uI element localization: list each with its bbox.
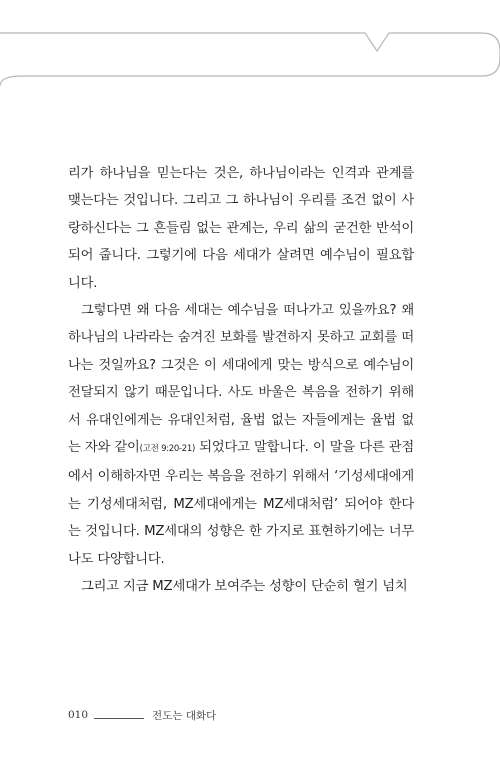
page-footer [68,707,216,723]
body-paragraph [68,297,414,573]
paragraph-text: 리가 하나님을 믿는다는 것은, 하나님이라는 인격과 관계를 맺는다는 것입니다. 그리고 그 하나님이 우리를 조건 없이 사랑하신다는 그 흔들림 없는 관계는, 우리 삶의 굳건한 반석이 되어 줍니다. 그렇기에 다음 세대가 살려면 예수님이 필요합니다. [68,166,414,291]
body-paragraph [68,160,414,297]
body-paragraph [68,573,414,600]
footer-divider-line [94,718,144,719]
scripture-reference: (고전 9:20-21) [139,444,195,455]
body-text [68,160,414,601]
speech-bubble-outline [0,33,500,86]
top-decoration-frame [0,0,500,100]
book-title: 전도는 대화다 [152,709,217,722]
paragraph-text: 되었다고 말합니다. 이 말을 다른 관점에서 이해하자면 우리는 복음을 전하기 위해서 ‘기성세대에게는 기성세대처럼, MZ세대에게는 MZ세대처럼’ 되어야 한다는 것입니다. MZ세대의 성향은 한 가지로 표현하기에는 너무나도 다양합니다. [68,440,415,567]
page-number: 010 [68,709,89,721]
paragraph-text: 그리고 지금 MZ세대가 보여주는 성향이 단순히 혈기 넘치 [81,579,408,595]
paragraph-text: 그렇다면 왜 다음 세대는 예수님을 떠나가고 있을까요? 왜 하나님의 나라라는 숨겨진 보화를 발견하지 못하고 교회를 떠나는 것일까요? 그것은 이 세대에게 맞는 방식으로 예수님이 전달되지 않기 때문입니다. 사도 바울은 복음을 전하기 위해서 유대인에게는 유대인처럼, 율법 없는 자들에게는 율법 없는 자와 같이 [68,303,414,456]
